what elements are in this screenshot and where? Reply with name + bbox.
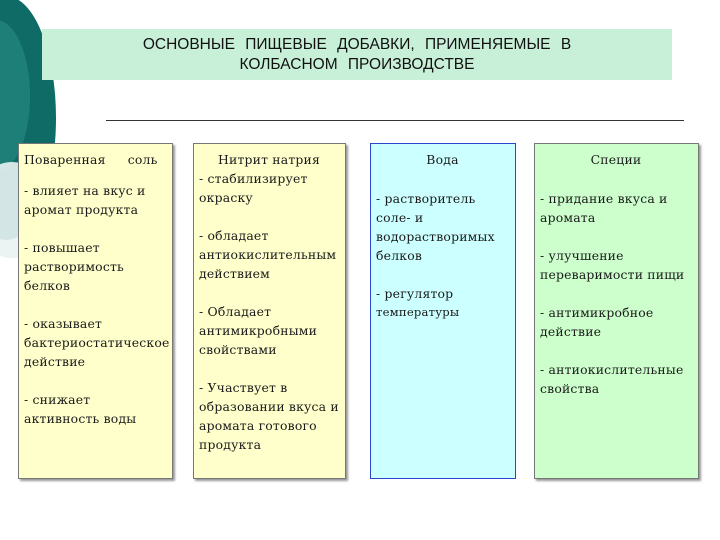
card-salt bbox=[18, 143, 173, 479]
card-spices bbox=[534, 143, 699, 479]
card-salt-item: - снижает активность воды bbox=[24, 392, 137, 426]
title-banner bbox=[42, 29, 672, 80]
card-nitrite-item: - обладает антиокислительным действием bbox=[199, 228, 337, 281]
card-nitrite-heading: Нитрит натрия bbox=[217, 152, 320, 167]
card-water bbox=[370, 143, 516, 479]
card-water-heading: Вода bbox=[426, 152, 459, 167]
card-spices-item: - придание вкуса и аромата bbox=[540, 191, 668, 225]
card-water-item: - регулятор bbox=[376, 286, 454, 301]
card-water-item: температуры bbox=[376, 305, 460, 319]
card-spices-item: - антиокислительные свойства bbox=[540, 362, 684, 396]
card-spices-item: - антимикробное действие bbox=[540, 305, 654, 339]
card-nitrite-item: - Участвует в образовании вкуса и аромата готового продукта bbox=[199, 380, 339, 452]
card-salt-item: - повышает растворимость белков bbox=[24, 240, 124, 293]
title-line-2: КОЛБАСНОМ ПРОИЗВОДСТВЕ bbox=[239, 56, 475, 73]
card-nitrite bbox=[193, 143, 346, 479]
card-spices-item: - улучшение переваримости пищи bbox=[540, 248, 685, 282]
card-spices-heading: Специи bbox=[590, 152, 642, 167]
divider-line bbox=[106, 120, 684, 121]
card-nitrite-item: - стабилизирует окраску bbox=[199, 171, 308, 205]
card-salt-item: - оказывает бактериостатическое действие bbox=[24, 316, 170, 369]
title-line-1: ОСНОВНЫЕ ПИЩЕВЫЕ ДОБАВКИ, ПРИМЕНЯЕМЫЕ В bbox=[142, 36, 572, 53]
card-water-item: - растворитель соле- и водорастворимых белков bbox=[376, 191, 495, 263]
card-salt-item: - влияет на вкус и аромат продукта bbox=[24, 183, 146, 217]
card-nitrite-item: - Обладает антимикробными свойствами bbox=[199, 304, 318, 357]
card-salt-heading: Поваренная соль bbox=[24, 152, 158, 167]
